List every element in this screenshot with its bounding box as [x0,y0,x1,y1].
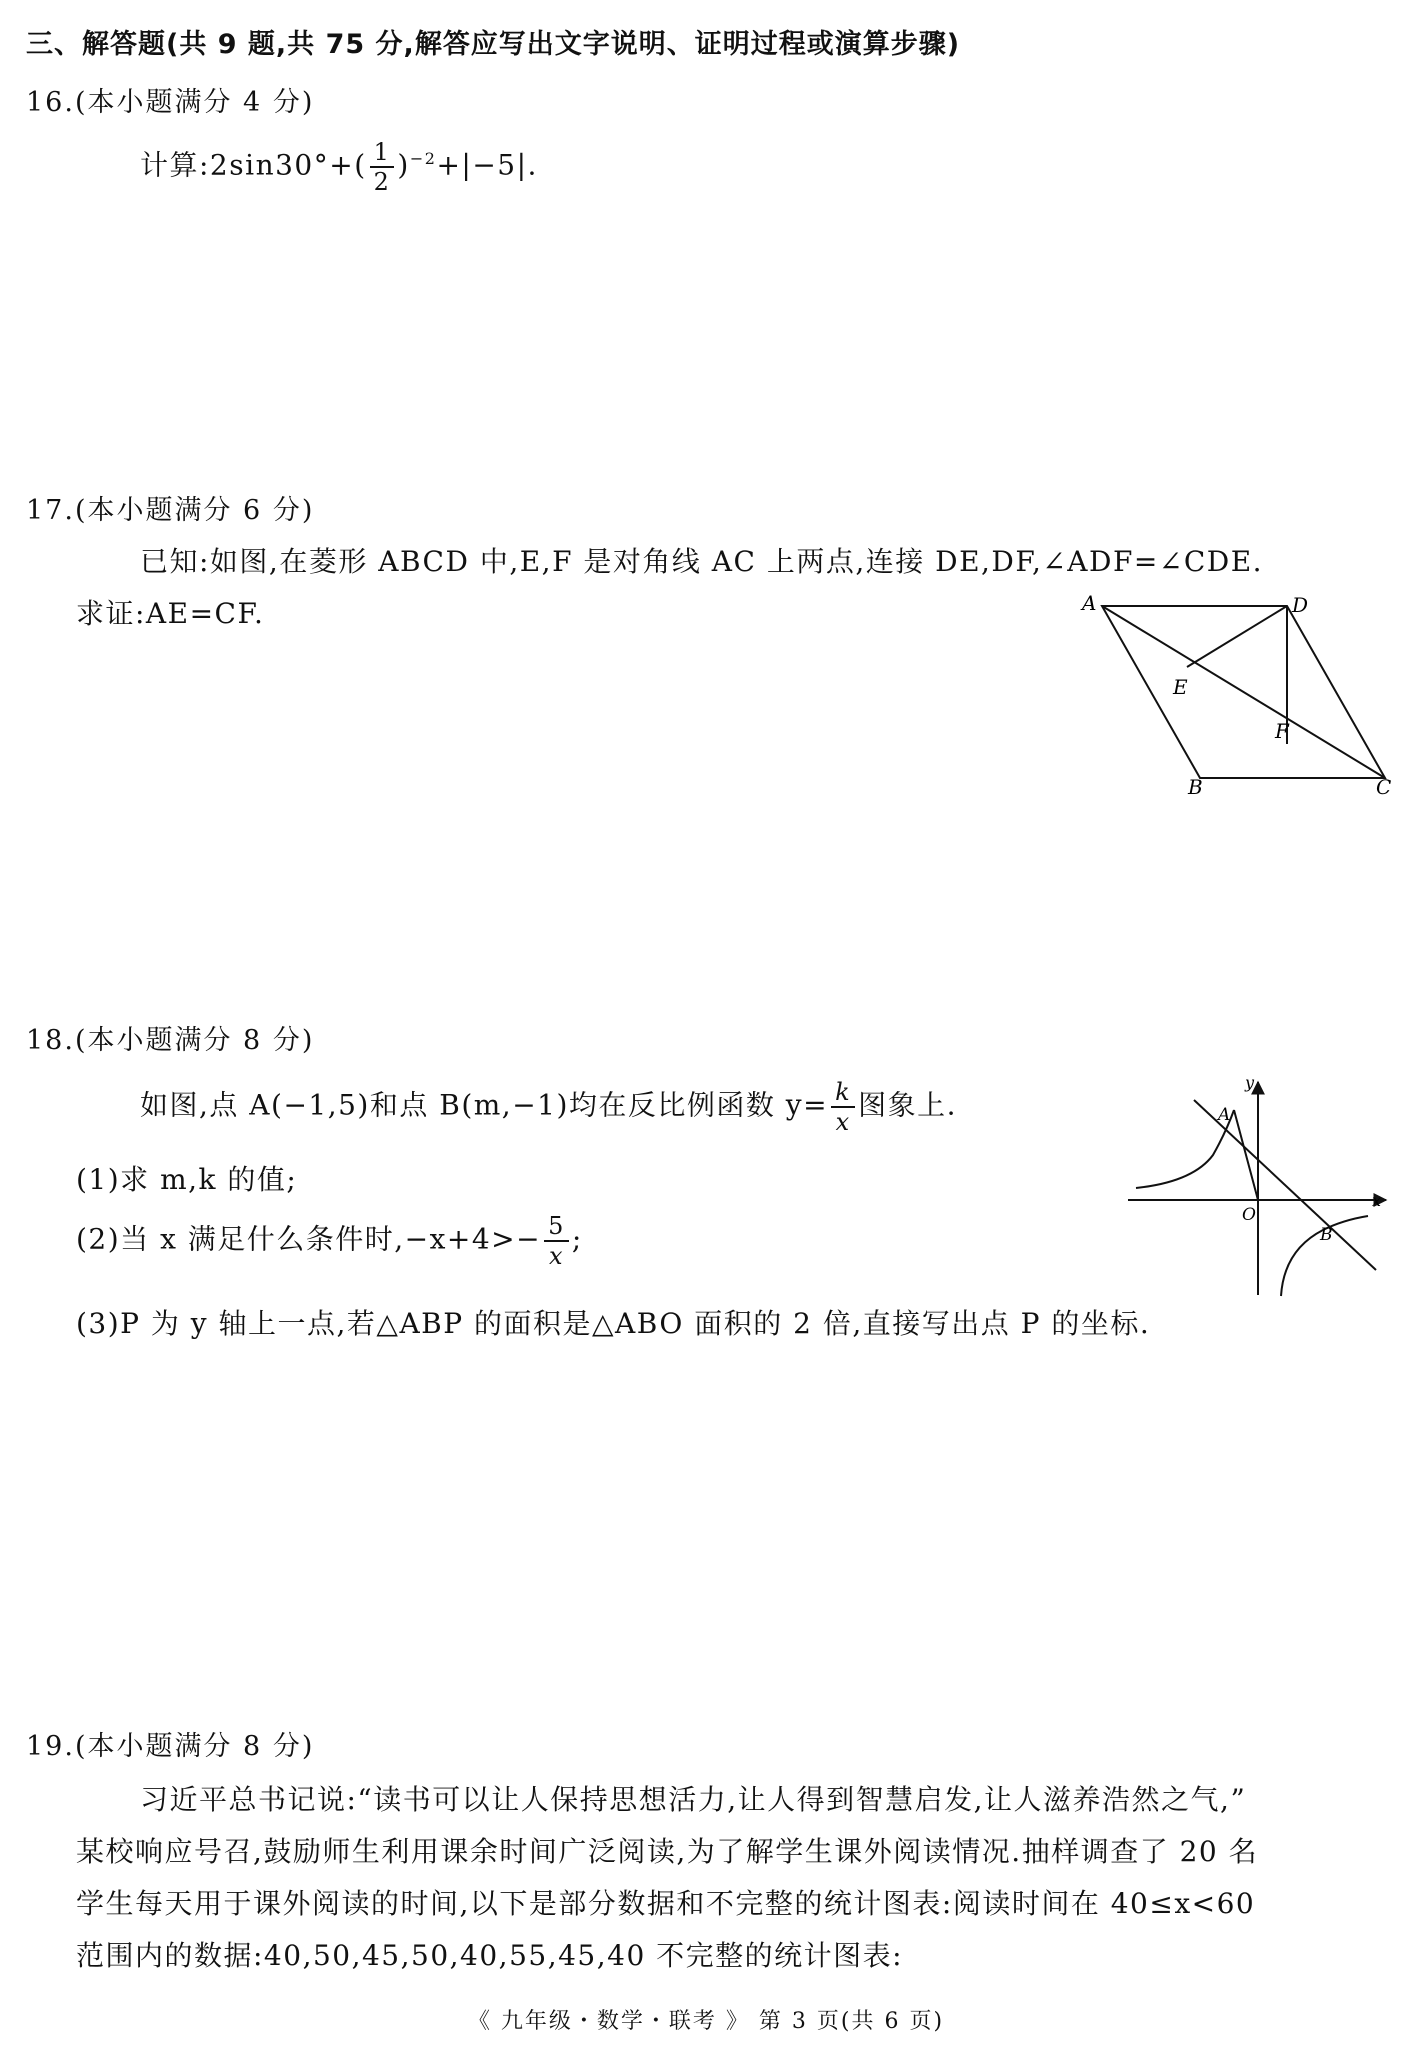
label-b: B [1188,775,1203,798]
line-ab [1194,1100,1376,1270]
q16-expression-prefix: 计算:2sin30°+( [140,148,367,182]
label-y: y [1245,1073,1255,1092]
q16-expression: 计算:2sin30°+( $\frac{1}{2}$ )$^{-2}$+|−5|. [140,138,538,196]
q16-frac-den: 2 [373,168,391,196]
rhombus-lines [1102,606,1385,778]
q18-intro [140,1080,957,1134]
label-point-b: B [1320,1225,1333,1245]
label-point-a: A [1218,1105,1231,1125]
q18-part2-prefix: (2)当 x 满足什么条件时,−x+4>− [76,1222,542,1256]
section-title: 三、解答题(共 9 题,共 75 分,解答应写出文字说明、证明过程或演算步骤) [26,29,961,60]
q18-part2-fraction [544,1214,569,1268]
label-e: E [1173,675,1188,699]
q18-part2 [76,1214,583,1268]
q18-intro-fraction [831,1080,855,1134]
q18-part3: (3)P 为 y 轴上一点,若△ABP 的面积是△ABO 面积的 2 倍,直接写出点 P 的坐标. [76,1307,1151,1340]
q18-intro-prefix: 如图,点 A(−1,5)和点 B(m,−1)均在反比例函数 y= [140,1088,829,1122]
q16-exponent: −2 [409,149,437,169]
q19-line2: 某校响应号召,鼓励师生利用课余时间广泛阅读,为了解学生课外阅读情况.抽样调查了 20 名 [76,1835,1259,1868]
q17-prove: 求证:AE=CF. [76,597,265,630]
q19-line1: 习近平总书记说:“读书可以让人保持思想活力,让人得到智慧启发,让人滋养浩然之气,” [140,1783,1247,1816]
segment-ao [1234,1110,1258,1200]
q18-part1: (1)求 m,k 的值; [76,1163,298,1196]
q16-header: 16.(本小题满分 4 分) [26,87,315,118]
q18-intro-frac-num: k [831,1080,855,1108]
label-x: x [1372,1191,1382,1210]
label-d: D [1292,593,1309,617]
q19-line3: 学生每天用于课外阅读的时间,以下是部分数据和不完整的统计图表:阅读时间在 40≤x<60 [76,1887,1256,1920]
q18-part2-frac-den: x [548,1242,565,1270]
q19-header: 19.(本小题满分 8 分) [26,1731,315,1762]
q17-given: 已知:如图,在菱形 ABCD 中,E,F 是对角线 AC 上两点,连接 DE,DF,∠ADF=∠CDE. [140,545,1264,578]
hyperbola-figure [1118,1070,1398,1302]
q18-part2-suffix: ; [571,1222,583,1256]
segment-de [1187,606,1287,667]
q16-frac-num: 1 [370,140,395,168]
q18-header: 18.(本小题满分 8 分) [26,1025,315,1056]
label-origin: O [1242,1205,1256,1225]
label-a: A [1082,591,1097,615]
label-c: C [1376,775,1392,798]
q18-intro-frac-den: x [835,1108,851,1136]
q16-expression-suffix: +|−5|. [436,148,538,182]
q16-fraction [370,140,395,194]
q17-header: 17.(本小题满分 6 分) [26,495,315,526]
q19-line4: 范围内的数据:40,50,45,50,40,55,45,40 不完整的统计图表: [76,1939,904,1972]
label-f: F [1275,719,1289,743]
hyperbola-lines [1128,1082,1386,1296]
page-footer: 《 九年级・数学・联考 》 第 3 页(共 6 页) [467,2009,945,2034]
q18-part2-frac-num: 5 [544,1214,569,1242]
rhombus-figure [1080,588,1400,798]
q18-intro-suffix: 图象上. [858,1088,958,1122]
